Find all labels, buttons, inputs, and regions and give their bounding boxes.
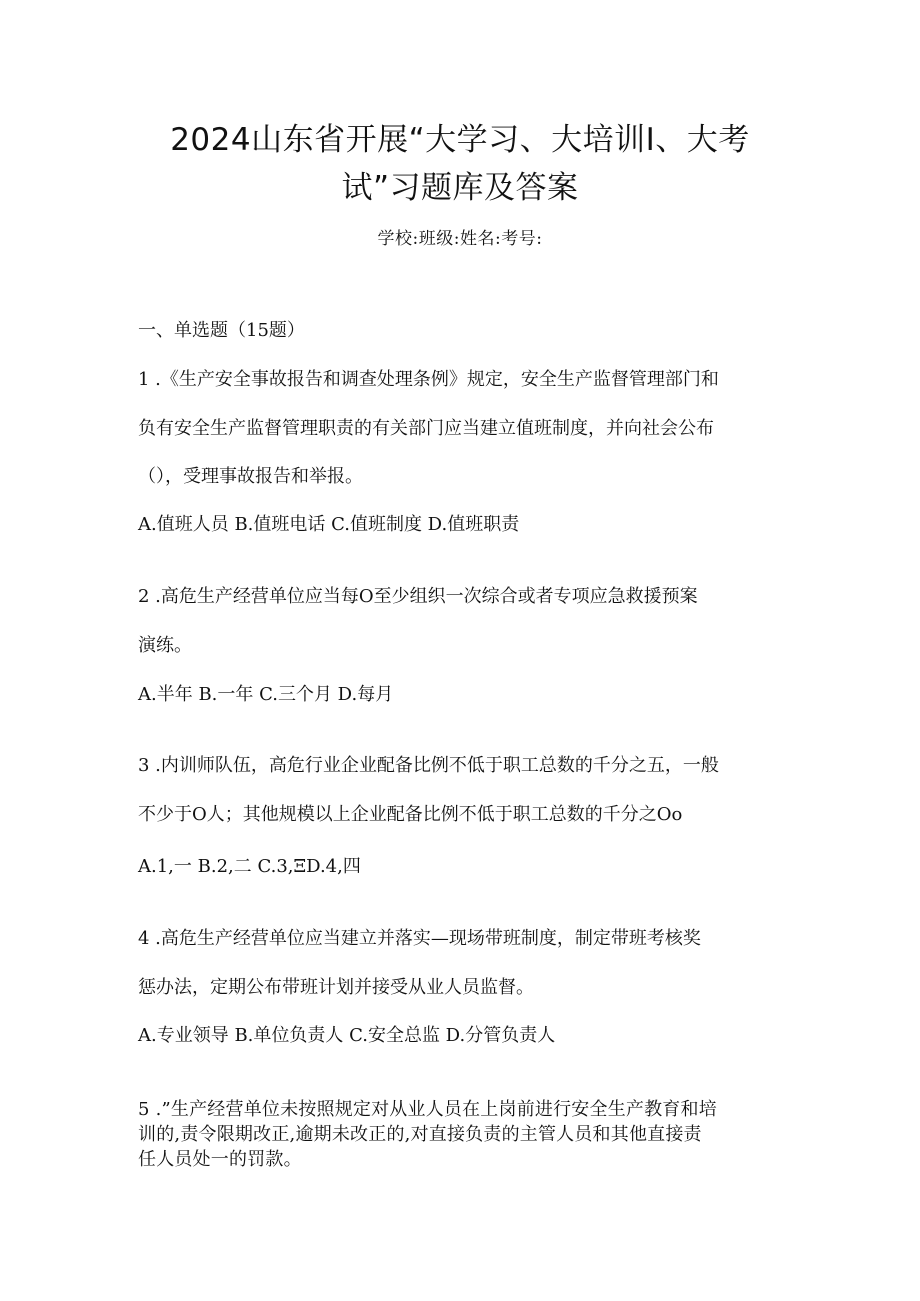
question-2-line-1: 2 .高危生产经营单位应当每O至少组织一次综合或者专项应急救援预案 <box>138 586 698 607</box>
question-3-options: A.1,一 B.2,二 C.3,ΞD.4,四 <box>138 856 361 877</box>
document-title-line-2: 试”习题库及答案 <box>341 170 579 206</box>
question-4-line-2: 惩办法，定期公布带班计划并接受从业人员监督。 <box>138 977 534 998</box>
question-4-options: A.专业领导 B.单位负责人 C.安全总监 D.分管负责人 <box>138 1025 556 1046</box>
question-5-line-1: 5 .”生产经营单位未按照规定对从业人员在上岗前进行安全生产教育和培 <box>138 1099 717 1120</box>
question-5-line-2: 训的,责令限期改正,逾期未改正的,对直接负责的主管人员和其他直接责 <box>138 1124 702 1145</box>
question-3-line-2: 不少于O人；其他规模以上企业配备比例不低于职工总数的千分之Oo <box>138 804 683 825</box>
question-1-options: A.值班人员 B.值班电话 C.值班制度 D.值班职责 <box>138 514 520 535</box>
question-1-line-1: 1 .《生产安全事故报告和调查处理条例》规定，安全生产监督管理部门和 <box>138 369 719 390</box>
question-1-line-2: 负有安全生产监督管理职责的有关部门应当建立值班制度，并向社会公布 <box>138 418 714 439</box>
student-info-line: 学校:班级:姓名:考号: <box>377 229 543 249</box>
question-3-line-1: 3 .内训师队伍，高危行业企业配备比例不低于职工总数的千分之五，一般 <box>138 755 719 776</box>
question-5-text <box>138 1097 798 1172</box>
question-5-line-3: 任人员处一的罚款。 <box>138 1149 302 1170</box>
section-heading: 一、单选题（15题） <box>138 320 305 341</box>
document-title-line-1: 2024山东省开展“大学习、大培训Ⅰ、大考 <box>170 122 750 158</box>
question-4-line-1: 4 .高危生产经营单位应当建立并落实—现场带班制度，制定带班考核奖 <box>138 928 701 949</box>
question-2-line-2: 演练。 <box>138 635 192 656</box>
question-2-options: A.半年 B.一年 C.三个月 D.每月 <box>138 684 394 705</box>
question-1-line-3: （），受理事故报告和举报。 <box>138 466 363 487</box>
